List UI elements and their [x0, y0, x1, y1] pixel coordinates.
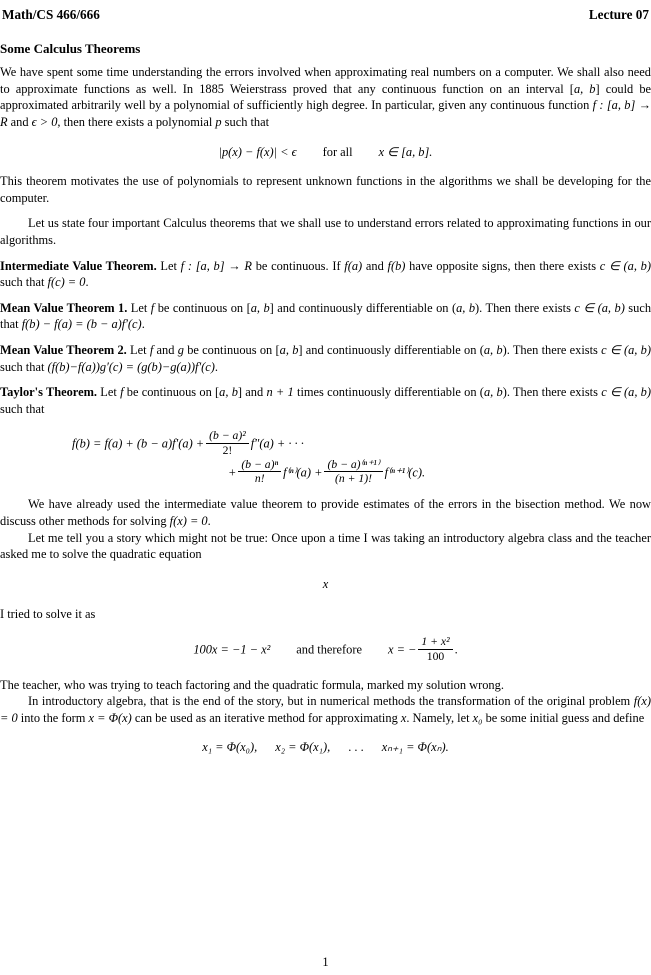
attempt-rhs-lead: x = −	[388, 642, 417, 657]
theorem-mvt1-ab2: a, b	[456, 300, 476, 315]
theorem-taylor-f: f	[120, 385, 124, 400]
var-x0: x₀	[472, 710, 483, 725]
theorem-taylor-f-end: such that	[0, 401, 45, 416]
theorem-mvt1-a: Let	[127, 300, 151, 315]
theorem-taylor	[0, 384, 651, 417]
epsilon-pos-expr: ϵ > 0	[31, 114, 58, 129]
theorem-mvt1	[0, 300, 651, 333]
iteration-term-2: x₂ = Φ(x₁),	[275, 740, 331, 755]
theorem-mvt2-c: be continuous on [	[183, 343, 280, 358]
theorem-taylor-d: times continuously differentiable on (	[293, 385, 484, 400]
theorem-ivt-fmaps: f : [a, b] → R	[180, 258, 252, 273]
weierstrass-rhs: x ∈ [a, b].	[378, 144, 433, 159]
attempt-frac-den: 100	[418, 649, 452, 664]
intro-text-e: such that	[221, 114, 270, 129]
theorem-mvt2-name: Mean Value Theorem 2.	[0, 343, 127, 358]
header-left: Math/CS 466/666	[2, 7, 100, 22]
taylor-line-1	[0, 429, 651, 458]
quadratic-expr: x	[322, 576, 329, 591]
theorem-taylor-c: ] and	[237, 385, 267, 400]
paragraph-iteration-intro	[0, 693, 651, 726]
theorem-mvt2-ab2: a, b	[483, 343, 503, 358]
theorem-ivt-b: be continuous. If	[251, 258, 345, 273]
theorem-ivt-d: have opposite signs, then there exists	[405, 258, 600, 273]
theorem-mvt1-c: ] and continuously differentiable on (	[269, 300, 457, 315]
paragraph-tried: I tried to solve it as	[0, 606, 96, 621]
theorem-mvt1-ab: a, b	[250, 300, 270, 315]
x-eq-phi: x = Φ(x)	[88, 710, 132, 725]
weierstrass-lhs: |p(x) − f(x)| < ϵ	[218, 144, 297, 159]
theorem-ivt-fc: f(c) = 0	[47, 275, 86, 290]
var-x: x	[400, 710, 407, 725]
theorem-taylor-e: ). Then there exists	[502, 385, 602, 400]
iteration-text-a: In introductory algebra, that is the end of the story, but in numerical methods the transformation of the original problem	[28, 694, 634, 709]
theorem-mvt1-f-end: .	[141, 317, 145, 332]
theorem-ivt-e: such that	[0, 275, 48, 290]
section-title: Some Calculus Theorems	[0, 40, 141, 56]
theorem-mvt1-d: ). Then there exists	[475, 300, 575, 315]
iteration-text-d: . Namely, let	[406, 710, 473, 725]
equation-weierstrass	[0, 144, 651, 161]
theorem-ivt	[0, 258, 651, 291]
paragraph-motivation: This theorem motivates the use of polynomials to represent unknown functions in the algorithms we shall be developing for the computer.	[0, 174, 651, 205]
theorem-mvt2-d: ] and continuously differentiable on (	[298, 343, 484, 358]
weierstrass-forall: for all	[322, 144, 353, 159]
taylor-line2-tail: f⁽ⁿ⁺¹⁾(c).	[384, 465, 426, 480]
paragraph-bisection	[0, 496, 651, 529]
iteration-ellipsis: . . .	[348, 740, 364, 755]
poly-p: p	[215, 114, 222, 129]
theorem-mvt2-cin: c ∈ (a, b)	[601, 343, 651, 358]
fx-zero-1: f(x) = 0	[169, 514, 208, 529]
theorem-taylor-b: be continuous on [	[123, 385, 220, 400]
page-header	[0, 6, 651, 24]
theorem-ivt-c: and	[362, 258, 388, 273]
bisection-text-a: We have already used the intermediate value theorem to provide estimates of the errors in the bisection method. We now discuss other methods for solving	[0, 497, 651, 529]
theorem-mvt1-e: such that	[0, 300, 651, 332]
taylor-line1-tail: f″(a) + · · ·	[250, 436, 304, 451]
bisection-text-b: .	[207, 514, 211, 529]
taylor-frac1-num: (b − a)²	[209, 429, 246, 443]
attempt-fraction	[418, 635, 452, 664]
theorem-taylor-a: Let	[97, 385, 121, 400]
theorem-mvt1-f: f	[150, 300, 155, 315]
theorem-ivt-a: Let	[156, 258, 181, 273]
taylor-frac3-num: (b − a)⁽ⁿ⁺¹⁾	[327, 457, 380, 471]
attempt-rhs-tail: .	[454, 642, 458, 657]
theorem-mvt2-ab: a, b	[279, 343, 299, 358]
taylor-frac2-den: n!	[238, 471, 281, 486]
theorem-ivt-fa: f(a)	[344, 258, 363, 273]
theorem-mvt2-b: and	[153, 343, 178, 358]
fx-zero-2: f(x) = 0	[0, 694, 651, 725]
intro-text-d: , then there exists a polynomial	[57, 114, 216, 129]
theorem-mvt2-g-end: .	[214, 359, 219, 374]
theorem-taylor-ab: a, b	[219, 385, 238, 400]
theorem-mvt2-e: ). Then there exists	[502, 343, 602, 358]
theorem-mvt2-f-mid: such that	[0, 359, 48, 374]
paragraph-story: Let me tell you a story which might not be true: Once upon a time I was taking an introductory algebra class and the teacher asked me to solve the quadratic equation	[0, 530, 651, 562]
theorem-mvt2	[0, 342, 651, 375]
theorem-mvt2-concl: (f(b)−f(a))g′(c) = (g(b)−g(a))f′(c)	[47, 359, 215, 374]
theorem-mvt1-b: be continuous on [	[154, 300, 251, 315]
taylor-frac-3	[324, 458, 382, 487]
theorem-ivt-name: Intermediate Value Theorem.	[0, 258, 157, 273]
theorem-taylor-n1: n + 1	[266, 385, 294, 400]
theorem-taylor-cin: c ∈ (a, b)	[601, 385, 651, 400]
theorem-ivt-f: .	[85, 275, 89, 290]
taylor-frac-1	[206, 429, 249, 458]
taylor-frac1-den: 2!	[206, 443, 249, 458]
taylor-line2-lead: +	[228, 465, 237, 480]
theorem-ivt-c-in: c ∈ (a, b)	[599, 258, 651, 273]
attempt-frac-num: 1 + x²	[421, 635, 450, 649]
iteration-text-c: can be used as an iterative method for approximating	[131, 710, 401, 725]
intro-text-b: ] could be approximated arbitrarily well by a polynomial of sufficiently high degree. In particular, given any continuous function	[0, 81, 651, 113]
equation-quadratic	[0, 576, 651, 593]
equation-attempt	[0, 635, 651, 664]
taylor-line1-lead: f(b) = f(a) + (b − a)f′(a) +	[72, 436, 205, 451]
taylor-line2-mid: f⁽ⁿ⁾(a) +	[283, 465, 323, 480]
taylor-frac2-num: (b − a)ⁿ	[241, 457, 279, 471]
theorem-mvt2-a: Let	[126, 343, 150, 358]
theorem-mvt1-name: Mean Value Theorem 1.	[0, 300, 128, 315]
equation-taylor	[0, 429, 651, 486]
page-number: 1	[322, 955, 329, 970]
paragraph-teacher: The teacher, who was trying to teach factoring and the quadratic formula, marked my solution wrong.	[0, 677, 504, 692]
paragraph-intro	[0, 64, 651, 130]
theorem-mvt2-f: f	[149, 343, 154, 358]
header-right: Lecture 07	[588, 7, 649, 22]
theorem-mvt1-concl: f(b) − f(a) = (b − a)f′(c)	[21, 317, 142, 332]
theorem-mvt1-cin: c ∈ (a, b)	[574, 300, 625, 315]
iteration-text-b: into the form	[17, 710, 89, 725]
theorem-ivt-fb: f(b)	[387, 258, 406, 273]
taylor-line-2	[0, 458, 651, 487]
theorem-taylor-name: Taylor's Theorem.	[0, 385, 98, 400]
f-maps-expr: f : [a, b] → R	[0, 98, 651, 129]
paragraph-four-theorems: Let us state four important Calculus theorems that we shall use to understand errors related to approximating functions in our algorithms.	[0, 216, 651, 247]
iteration-term-n: xₙ₊₁ = Φ(xₙ).	[381, 740, 449, 755]
interval-ab-1: a, b	[573, 81, 596, 96]
taylor-frac3-den: (n + 1)!	[324, 471, 382, 486]
intro-text-c: and	[7, 114, 32, 129]
iteration-text-e: be some initial guess and define	[482, 710, 645, 725]
equation-iteration	[0, 739, 651, 756]
taylor-frac-2	[238, 458, 281, 487]
intro-text-a: We have spent some time understanding the errors involved when approximating real numbers on a computer. We shall also need to approximate functions as well. In 1885 Weierstrass proved that any continuous function on an interval [	[0, 65, 651, 96]
attempt-lhs: 100x = −1 − x²	[193, 642, 271, 657]
iteration-term-1: x₁ = Φ(x₀),	[202, 740, 258, 755]
theorem-mvt2-g: g	[177, 343, 184, 358]
theorem-taylor-ab2: a, b	[483, 385, 503, 400]
attempt-connector: and therefore	[296, 642, 362, 657]
